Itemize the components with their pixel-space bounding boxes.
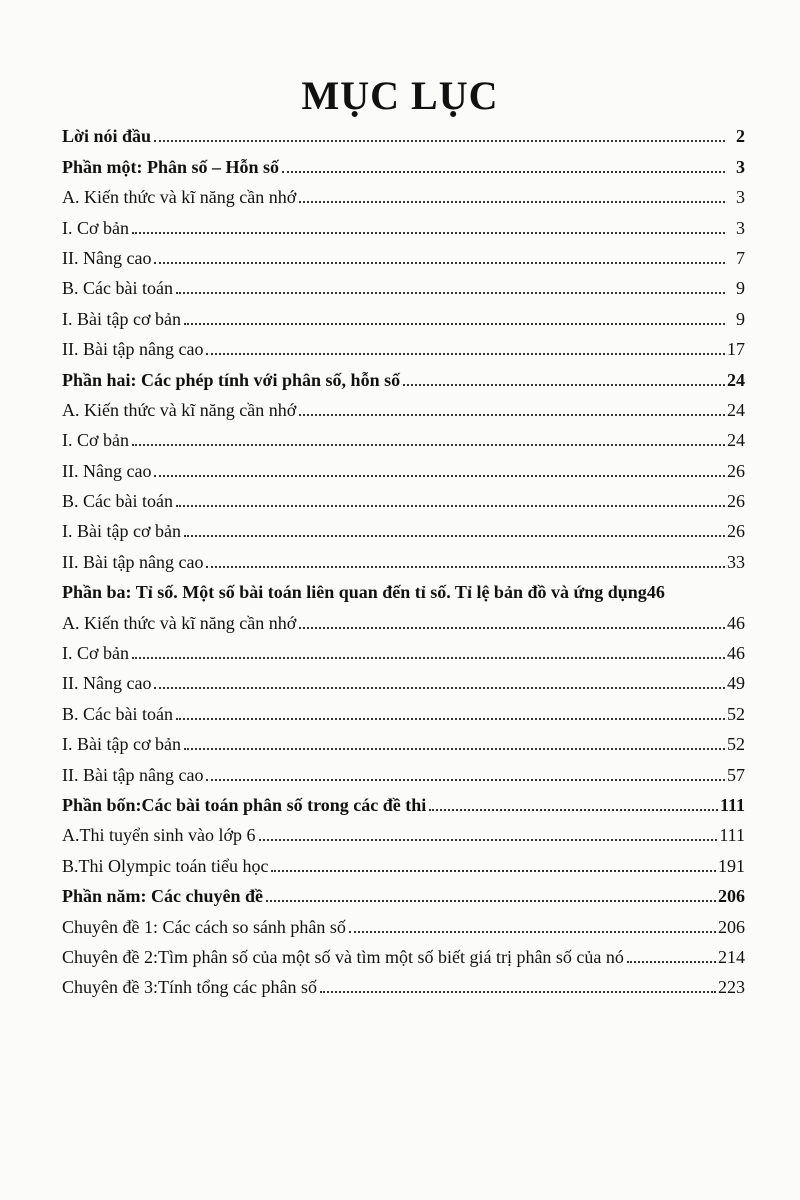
toc-entry-page-number: 7 [736,247,745,268]
toc-entry-label: II. Bài tập nâng cao [62,339,204,360]
toc-entry [62,546,745,576]
dot-leader [154,686,725,689]
dot-leader [266,899,716,902]
dot-leader [184,322,725,325]
toc-entry [62,790,745,820]
toc-entry-label: I. Cơ bản [62,217,130,238]
toc-entry-page-number: 24 [727,430,745,451]
dot-leader [132,443,725,446]
toc-entry-label: Phần bốn:Các bài toán phân số trong các đề thi [62,794,427,815]
dot-leader [176,504,725,507]
toc-entry-label: II. Bài tập nâng cao [62,551,204,572]
toc-entry [62,516,745,546]
toc-entry [62,425,745,455]
toc-entry-label: II. Bài tập nâng cao [62,764,204,785]
toc-entry [62,698,745,728]
toc-entry-page-number: 26 [727,460,745,481]
toc-entry-label: I. Bài tập cơ bản [62,734,181,755]
toc-entry-page-number: 3 [736,187,745,208]
toc-entry [62,455,745,485]
toc-entry-page-number: 24 [727,369,745,390]
toc-entry-page-number: 46 [727,612,745,633]
toc-entry [62,759,745,789]
toc-entry-label: Phần hai: Các phép tính với phân số, hỗn số [62,369,401,390]
dot-leader [259,838,718,841]
toc-entry-page-number: 9 [736,308,745,329]
dot-leader [154,139,725,142]
toc-entry-page-number: 24 [727,399,745,420]
toc-entry [62,668,745,698]
toc-entry-label: A. Kiến thức và kĩ năng cần nhớ [62,399,297,420]
toc-entry [62,303,745,333]
toc-entry [62,243,745,273]
dot-leader [349,930,716,933]
dot-leader [271,869,716,872]
toc-entry-page-number: 52 [727,703,745,724]
toc-entry-label: Phần năm: Các chuyên đề [62,886,264,907]
toc-entry [62,577,745,607]
dot-leader [206,352,725,355]
dot-leader [154,474,725,477]
table-of-contents [62,121,745,1002]
toc-entry [62,607,745,637]
dot-leader [206,565,725,568]
toc-entry [62,334,745,364]
toc-entry-page-number: 26 [727,491,745,512]
toc-entry [62,212,745,242]
dot-leader [299,626,725,629]
toc-entry-label: I. Cơ bản [62,643,130,664]
toc-entry-page-number: 57 [727,764,745,785]
toc-entry-page-number: 46 [646,582,665,603]
toc-entry-label: B. Các bài toán [62,278,173,299]
toc-entry [62,151,745,181]
toc-entry [62,729,745,759]
dot-leader [299,413,725,416]
dot-leader [176,291,725,294]
dot-leader [184,534,725,537]
page-title: MỤC LỤC [301,73,499,118]
toc-entry-label: Chuyên đề 1: Các cách so sánh phân số [62,916,346,937]
toc-entry-page-number: 206 [718,916,745,937]
toc-entry [62,942,745,972]
toc-entry-label: I. Bài tập cơ bản [62,521,181,542]
toc-entry-label: B. Các bài toán [62,703,173,724]
toc-entry-page-number: 9 [736,278,745,299]
toc-entry-page-number: 191 [718,855,745,876]
toc-entry [62,364,745,394]
dot-leader [429,808,718,811]
toc-entry-label: Phần một: Phân số – Hỗn số [62,156,280,177]
dot-leader [132,231,725,234]
toc-entry-page-number: 2 [736,126,745,147]
dot-leader [403,383,725,386]
toc-entry-page-number: 111 [719,794,745,815]
toc-entry [62,911,745,941]
toc-entry-page-number: 26 [727,521,745,542]
toc-entry-label: II. Nâng cao [62,673,152,694]
toc-entry-page-number: 17 [727,339,745,360]
toc-entry-page-number: 214 [718,946,745,967]
toc-entry-label: I. Cơ bản [62,430,130,451]
toc-entry-label: Phần ba: Tỉ số. Một số bài toán liên quan đến tỉ số. Tỉ lệ bản đồ và ứng dụng [62,582,647,603]
toc-entry-label: I. Bài tập cơ bản [62,308,181,329]
toc-entry-label: II. Nâng cao [62,247,152,268]
toc-entry [62,182,745,212]
toc-entry-page-number: 46 [727,643,745,664]
toc-entry-page-number: 3 [736,217,745,238]
dot-leader [184,747,725,750]
toc-entry [62,395,745,425]
toc-entry [62,972,745,1002]
toc-entry-label: A. Kiến thức và kĩ năng cần nhớ [62,187,297,208]
dot-leader [154,261,725,264]
toc-entry [62,486,745,516]
toc-entry-page-number: 33 [727,551,745,572]
toc-entry-page-number: 52 [727,734,745,755]
dot-leader [320,990,716,993]
toc-entry-label: A. Kiến thức và kĩ năng cần nhớ [62,612,297,633]
dot-leader [206,778,725,781]
toc-entry-page-number: 206 [718,886,745,907]
toc-entry-page-number: 111 [719,825,745,846]
dot-leader [176,717,725,720]
toc-entry-label: II. Nâng cao [62,460,152,481]
toc-entry-label: Chuyên đề 3:Tính tổng các phân số [62,977,317,998]
toc-entry [62,121,745,151]
dot-leader [627,960,716,963]
toc-entry [62,273,745,303]
toc-entry [62,881,745,911]
dot-leader [299,200,725,203]
toc-entry [62,850,745,880]
toc-entry [62,820,745,850]
toc-entry [62,638,745,668]
toc-entry-page-number: 49 [727,673,745,694]
toc-entry-label: B. Các bài toán [62,491,173,512]
toc-entry-label: Chuyên đề 2:Tìm phân số của một số và tìm một số biết giá trị phân số của nó [62,946,624,967]
dot-leader [282,170,725,173]
toc-entry-page-number: 3 [736,156,745,177]
dot-leader [132,656,725,659]
toc-entry-page-number: 223 [718,977,745,998]
toc-entry-label: B.Thi Olympic toán tiểu học [62,855,269,876]
toc-entry-label: A.Thi tuyển sinh vào lớp 6 [62,825,256,846]
toc-entry-label: Lời nói đầu [62,126,152,147]
